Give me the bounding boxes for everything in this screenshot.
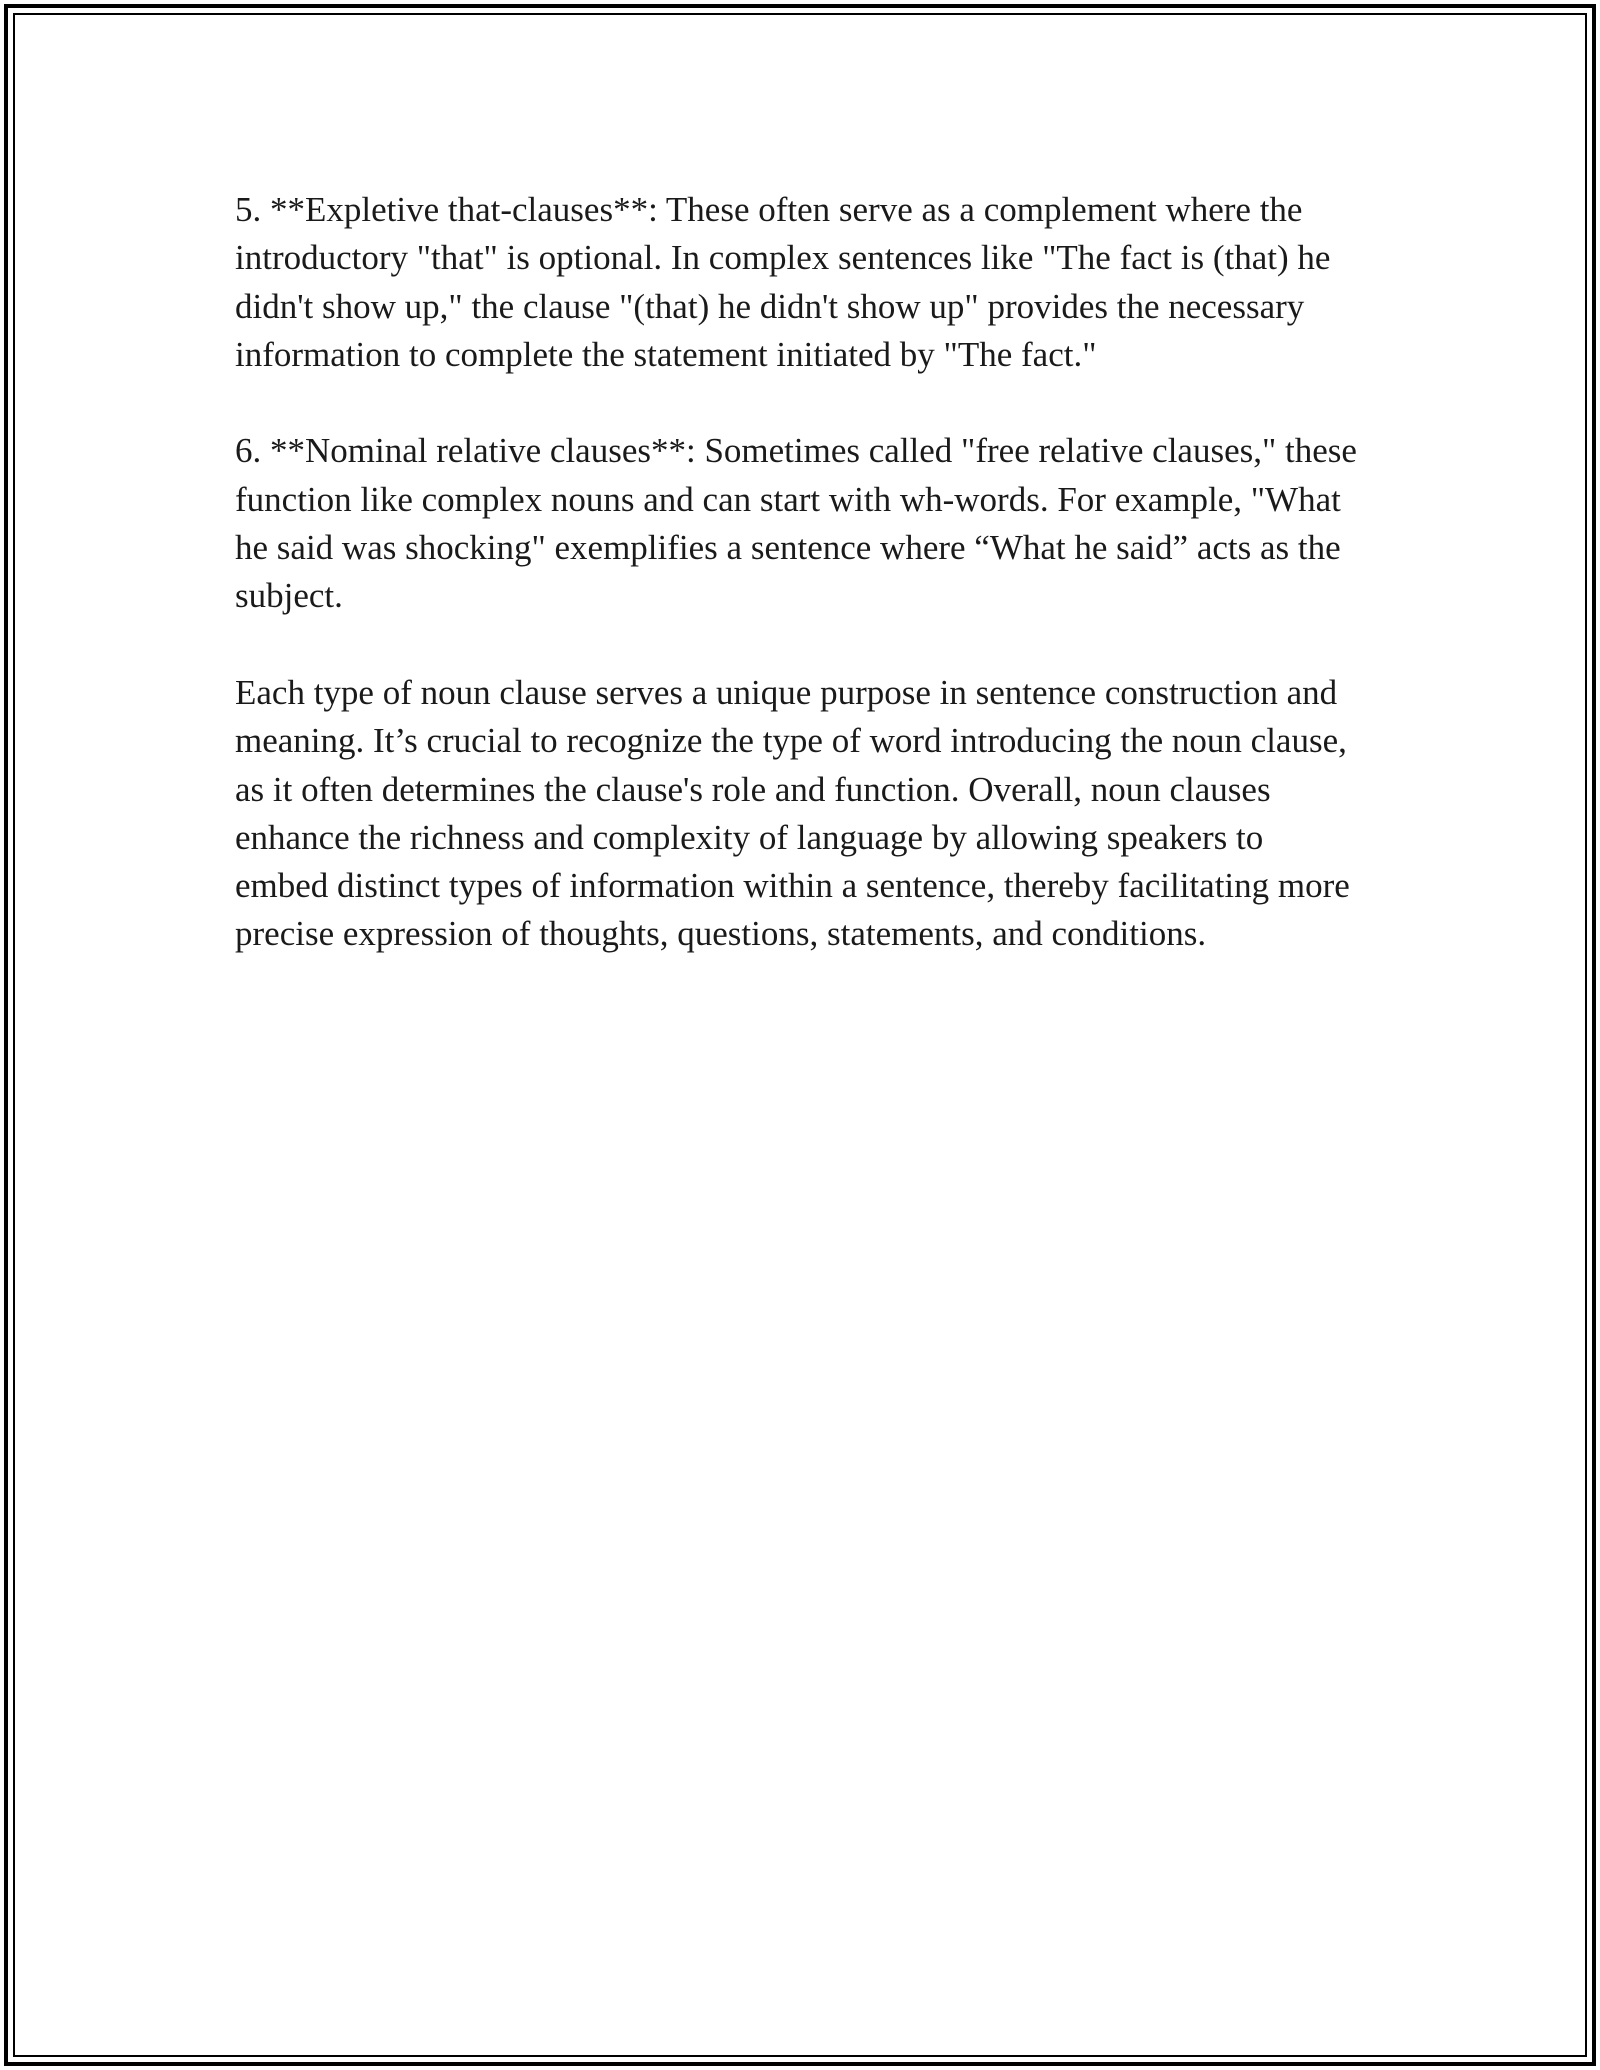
paragraph-nominal-relative-clauses: 6. **Nominal relative clauses**: Sometimes called "free relative clauses," these function like complex nouns and can start with wh-words. For example, "What he said was shocking" exemplifies a sentence where “What he said” acts as the subject.	[235, 431, 1357, 616]
paragraph-summary: Each type of noun clause serves a unique purpose in sentence construction and meaning. It’s crucial to recognize the type of word introducing the noun clause, as it often determines the clause's role and function. Overall, noun clauses enhance the richness and complexity of language by allowing speakers to embed distinct types of information within a sentence, thereby facilitating more precise expression of thoughts, questions, statements, and conditions.	[235, 672, 1350, 954]
document-body	[235, 186, 1365, 1007]
paragraph-expletive-that-clauses: 5. **Expletive that-clauses**: These often serve as a complement where the introductory "that" is optional. In complex sentences like "The fact is (that) he didn't show up," the clause "(that) he didn't show up" provides the necessary information to complete the statement initiated by "The fact."	[235, 190, 1331, 374]
